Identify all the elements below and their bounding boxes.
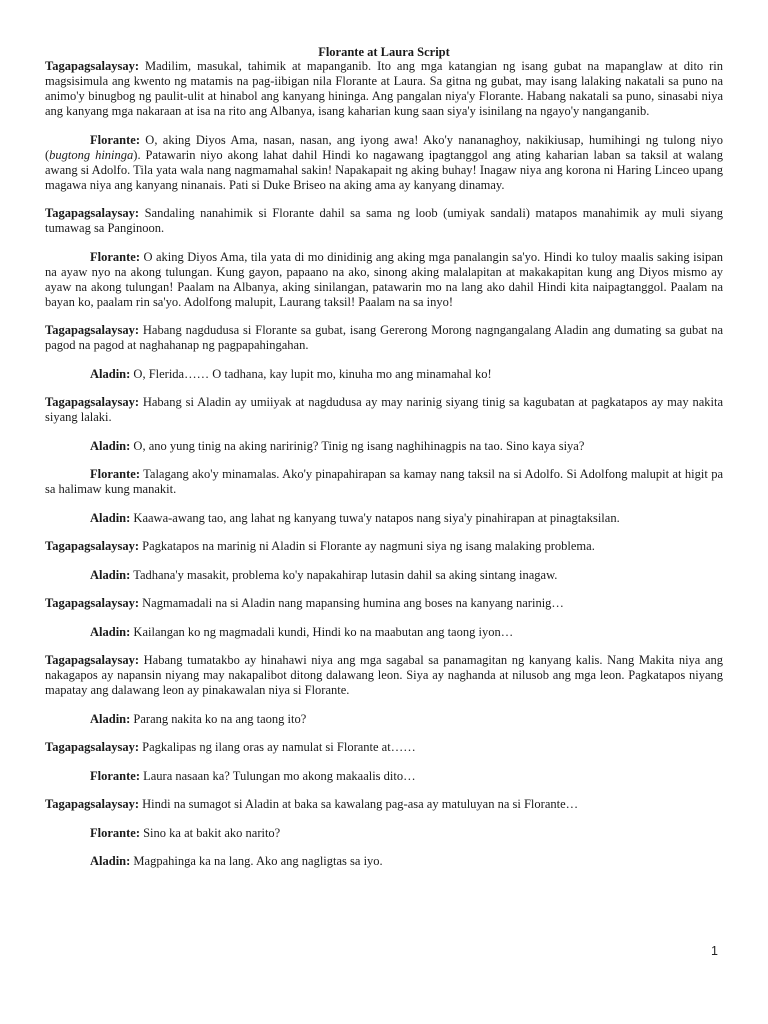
dialogue-text: Pagkalipas ng ilang oras ay namulat si Florante at…… bbox=[139, 740, 416, 754]
speaker-label: Aladin: bbox=[90, 624, 131, 639]
speaker-label: Tagapagsalaysay: bbox=[45, 323, 140, 337]
speaker-label: Tagapagsalaysay: bbox=[45, 653, 140, 667]
speaker-label: Tagapagsalaysay: bbox=[45, 395, 140, 409]
dialogue-text: Sino ka at bakit ako narito? bbox=[139, 825, 281, 840]
script-paragraph bbox=[45, 539, 723, 554]
dialogue-text: Madilim, masukal, tahimik at mapanganib. Ito ang mga katangian ng isang gubat na mapanglaw at dito rin magsisimula ang kwento ng matamis na pag-iibigan nila Florante at Laura. Sa gitna ng gubat, may isang lalaking nakatali sa puno na animo'y binugbog ng paulit-ulit at hinabol ang kanyang hininga. Ang pangalan niya'y Florante. Habang nakatali sa puno, sinasabi niya ang kanyang mga nakaraan at isa na rito ang Albanya, isang kaharian kung saan siya'y isinilang na ngayo'y nanganganib. bbox=[45, 59, 723, 118]
script-paragraph bbox=[45, 59, 723, 119]
dialogue-text: Magpahinga ka na lang. Ako ang nagligtas sa iyo. bbox=[130, 854, 383, 868]
script-paragraph bbox=[45, 797, 723, 812]
speaker-label: Aladin: bbox=[90, 711, 131, 726]
script-paragraph bbox=[45, 439, 723, 454]
script-paragraph bbox=[45, 653, 723, 698]
dialogue-text: Hindi na sumagot si Aladin at baka sa kawalang pag-asa ay matuluyan na si Florante… bbox=[139, 797, 579, 811]
dialogue-text: Parang nakita ko na ang taong ito? bbox=[130, 711, 307, 726]
dialogue-text: Talagang ako'y minamalas. Ako'y pinapahirapan sa kamay nang taksil na si Adolfo. Si Adolfong malupit at higit pa sa halimaw kung manakit. bbox=[45, 467, 723, 496]
speaker-label: Tagapagsalaysay: bbox=[45, 797, 140, 811]
dialogue-text: O, Flerida…… O tadhana, kay lupit mo, kinuha mo ang minamahal ko! bbox=[130, 366, 492, 381]
dialogue-text: Habang tumatakbo ay hinahawi niya ang mga sagabal sa panamagitan ng kanyang kalis. Nang Makita niya ang nakagapos ay napansin niyang may nakapalibot ditong dalawang leon. Siya ay naghanda at nilusob ang mga leon. Pagkatapos niyang mapatay ang dalawang leon ay pinakawalan niya si Florante. bbox=[45, 653, 723, 697]
speaker-label: Aladin: bbox=[90, 438, 131, 453]
dialogue-text: O aking Diyos Ama, tila yata di mo dinidinig ang aking mga panalangin sa'yo. Hindi ko tuloy maalis saking isipan na ayaw nyo na akong tulungan. Kung gayon, papaano na ako, sinong aking malalapitan at makakapitan kung ang Diyos mismo ay ayaw na akong tulungan! Paalam na Albanya, aking sinilangan, patawarin mo na lang ako dahil Hindi kita naipagtanggol. Paalam na bayan ko, paalam rin sa'yo. Adolfong malupit, Laurang taksil! Paalam na sa inyo! bbox=[45, 249, 723, 309]
script-paragraph bbox=[45, 133, 723, 193]
dialogue-text: Kaawa-awang tao, ang lahat ng kanyang tuwa'y natapos nang siya'y pinahirapan at pinagtaksilan. bbox=[130, 510, 620, 525]
speaker-label: Tagapagsalaysay: bbox=[45, 740, 140, 754]
speaker-label: Tagapagsalaysay: bbox=[45, 206, 140, 220]
speaker-label: Florante: bbox=[90, 249, 140, 264]
script-paragraph bbox=[45, 826, 723, 841]
speaker-label: Aladin: bbox=[90, 854, 131, 868]
script-paragraph bbox=[45, 625, 723, 640]
speaker-label: Florante: bbox=[90, 467, 140, 481]
script-paragraph bbox=[45, 467, 723, 497]
dialogue-text: O, aking Diyos Ama, nasan, nasan, ang iyong awa! Ako'y nananaghoy, nakikiusap, humihingi ng tulong niyo ( bbox=[45, 132, 723, 162]
page-number: 1 bbox=[711, 944, 718, 958]
script-paragraph bbox=[45, 206, 723, 236]
dialogue-text: Tadhana'y masakit, problema ko'y napakahirap lutasin dahil sa aking sintang inagaw. bbox=[130, 567, 558, 582]
script-paragraph bbox=[45, 568, 723, 583]
dialogue-text: ). Patawarin niyo akong lahat dahil Hindi ko nagawang ipagtanggol ang ating kaharian laban sa taksil at walang awang si Adolfo. Tila yata wala nang nagmamahal sakin! Napakapait ng aking buhay! Inagaw niya ang korona ni Haring Linceo upang magawa niya ang kanyang ninanais. Pati si Duke Briseo na aking ama ay kanyang dinamay. bbox=[45, 147, 723, 192]
script-paragraph bbox=[45, 250, 723, 310]
dialogue-text: Laura nasaan ka? Tulungan mo akong makaalis dito… bbox=[139, 768, 416, 783]
script-paragraph bbox=[45, 769, 723, 784]
script-paragraph bbox=[45, 740, 723, 755]
dialogue-text: Habang si Aladin ay umiiyak at nagdudusa ay may narinig siyang tinig sa kagubatan at pagkatapos ay may nakita siyang lalaki. bbox=[45, 395, 723, 424]
dialogue-text: Sandaling nanahimik si Florante dahil sa sama ng loob (umiyak sandali) matapos manahimik ay muli siyang tumawag sa Panginoon. bbox=[45, 206, 723, 235]
speaker-label: Aladin: bbox=[90, 510, 131, 525]
script-paragraph bbox=[45, 511, 723, 526]
script-body bbox=[45, 59, 723, 883]
script-paragraph bbox=[45, 395, 723, 425]
script-paragraph bbox=[45, 323, 723, 353]
script-paragraph bbox=[45, 596, 723, 611]
speaker-label: Tagapagsalaysay: bbox=[45, 596, 140, 610]
dialogue-text: Nagmamadali na si Aladin nang mapansing humina ang boses na kanyang narinig… bbox=[139, 596, 564, 610]
dialogue-text: O, ano yung tinig na aking naririnig? Tinig ng isang naghihinagpis na tao. Sino kaya siya? bbox=[130, 438, 585, 453]
dialogue-text: Pagkatapos na marinig ni Aladin si Florante ay nagmuni siya ng isang malaking problema. bbox=[139, 539, 595, 553]
script-paragraph bbox=[45, 712, 723, 727]
script-paragraph bbox=[45, 367, 723, 382]
speaker-label: Florante: bbox=[90, 825, 140, 840]
speaker-label: Tagapagsalaysay: bbox=[45, 539, 140, 553]
document-title: Florante at Laura Script bbox=[318, 45, 450, 59]
speaker-label: Tagapagsalaysay: bbox=[45, 59, 140, 73]
script-paragraph bbox=[45, 854, 723, 869]
speaker-label: Aladin: bbox=[90, 366, 131, 381]
speaker-label: Florante: bbox=[90, 132, 140, 147]
stage-direction-text: bugtong hininga bbox=[49, 147, 134, 162]
dialogue-text: Kailangan ko ng magmadali kundi, Hindi ko na maabutan ang taong iyon… bbox=[130, 624, 514, 639]
speaker-label: Florante: bbox=[90, 768, 140, 783]
dialogue-text: Habang nagdudusa si Florante sa gubat, isang Gererong Morong nagngangalang Aladin ang dumating sa gubat na pagod na pagod at naghahanap ng pagpapahingahan. bbox=[45, 323, 723, 352]
speaker-label: Aladin: bbox=[90, 567, 131, 582]
